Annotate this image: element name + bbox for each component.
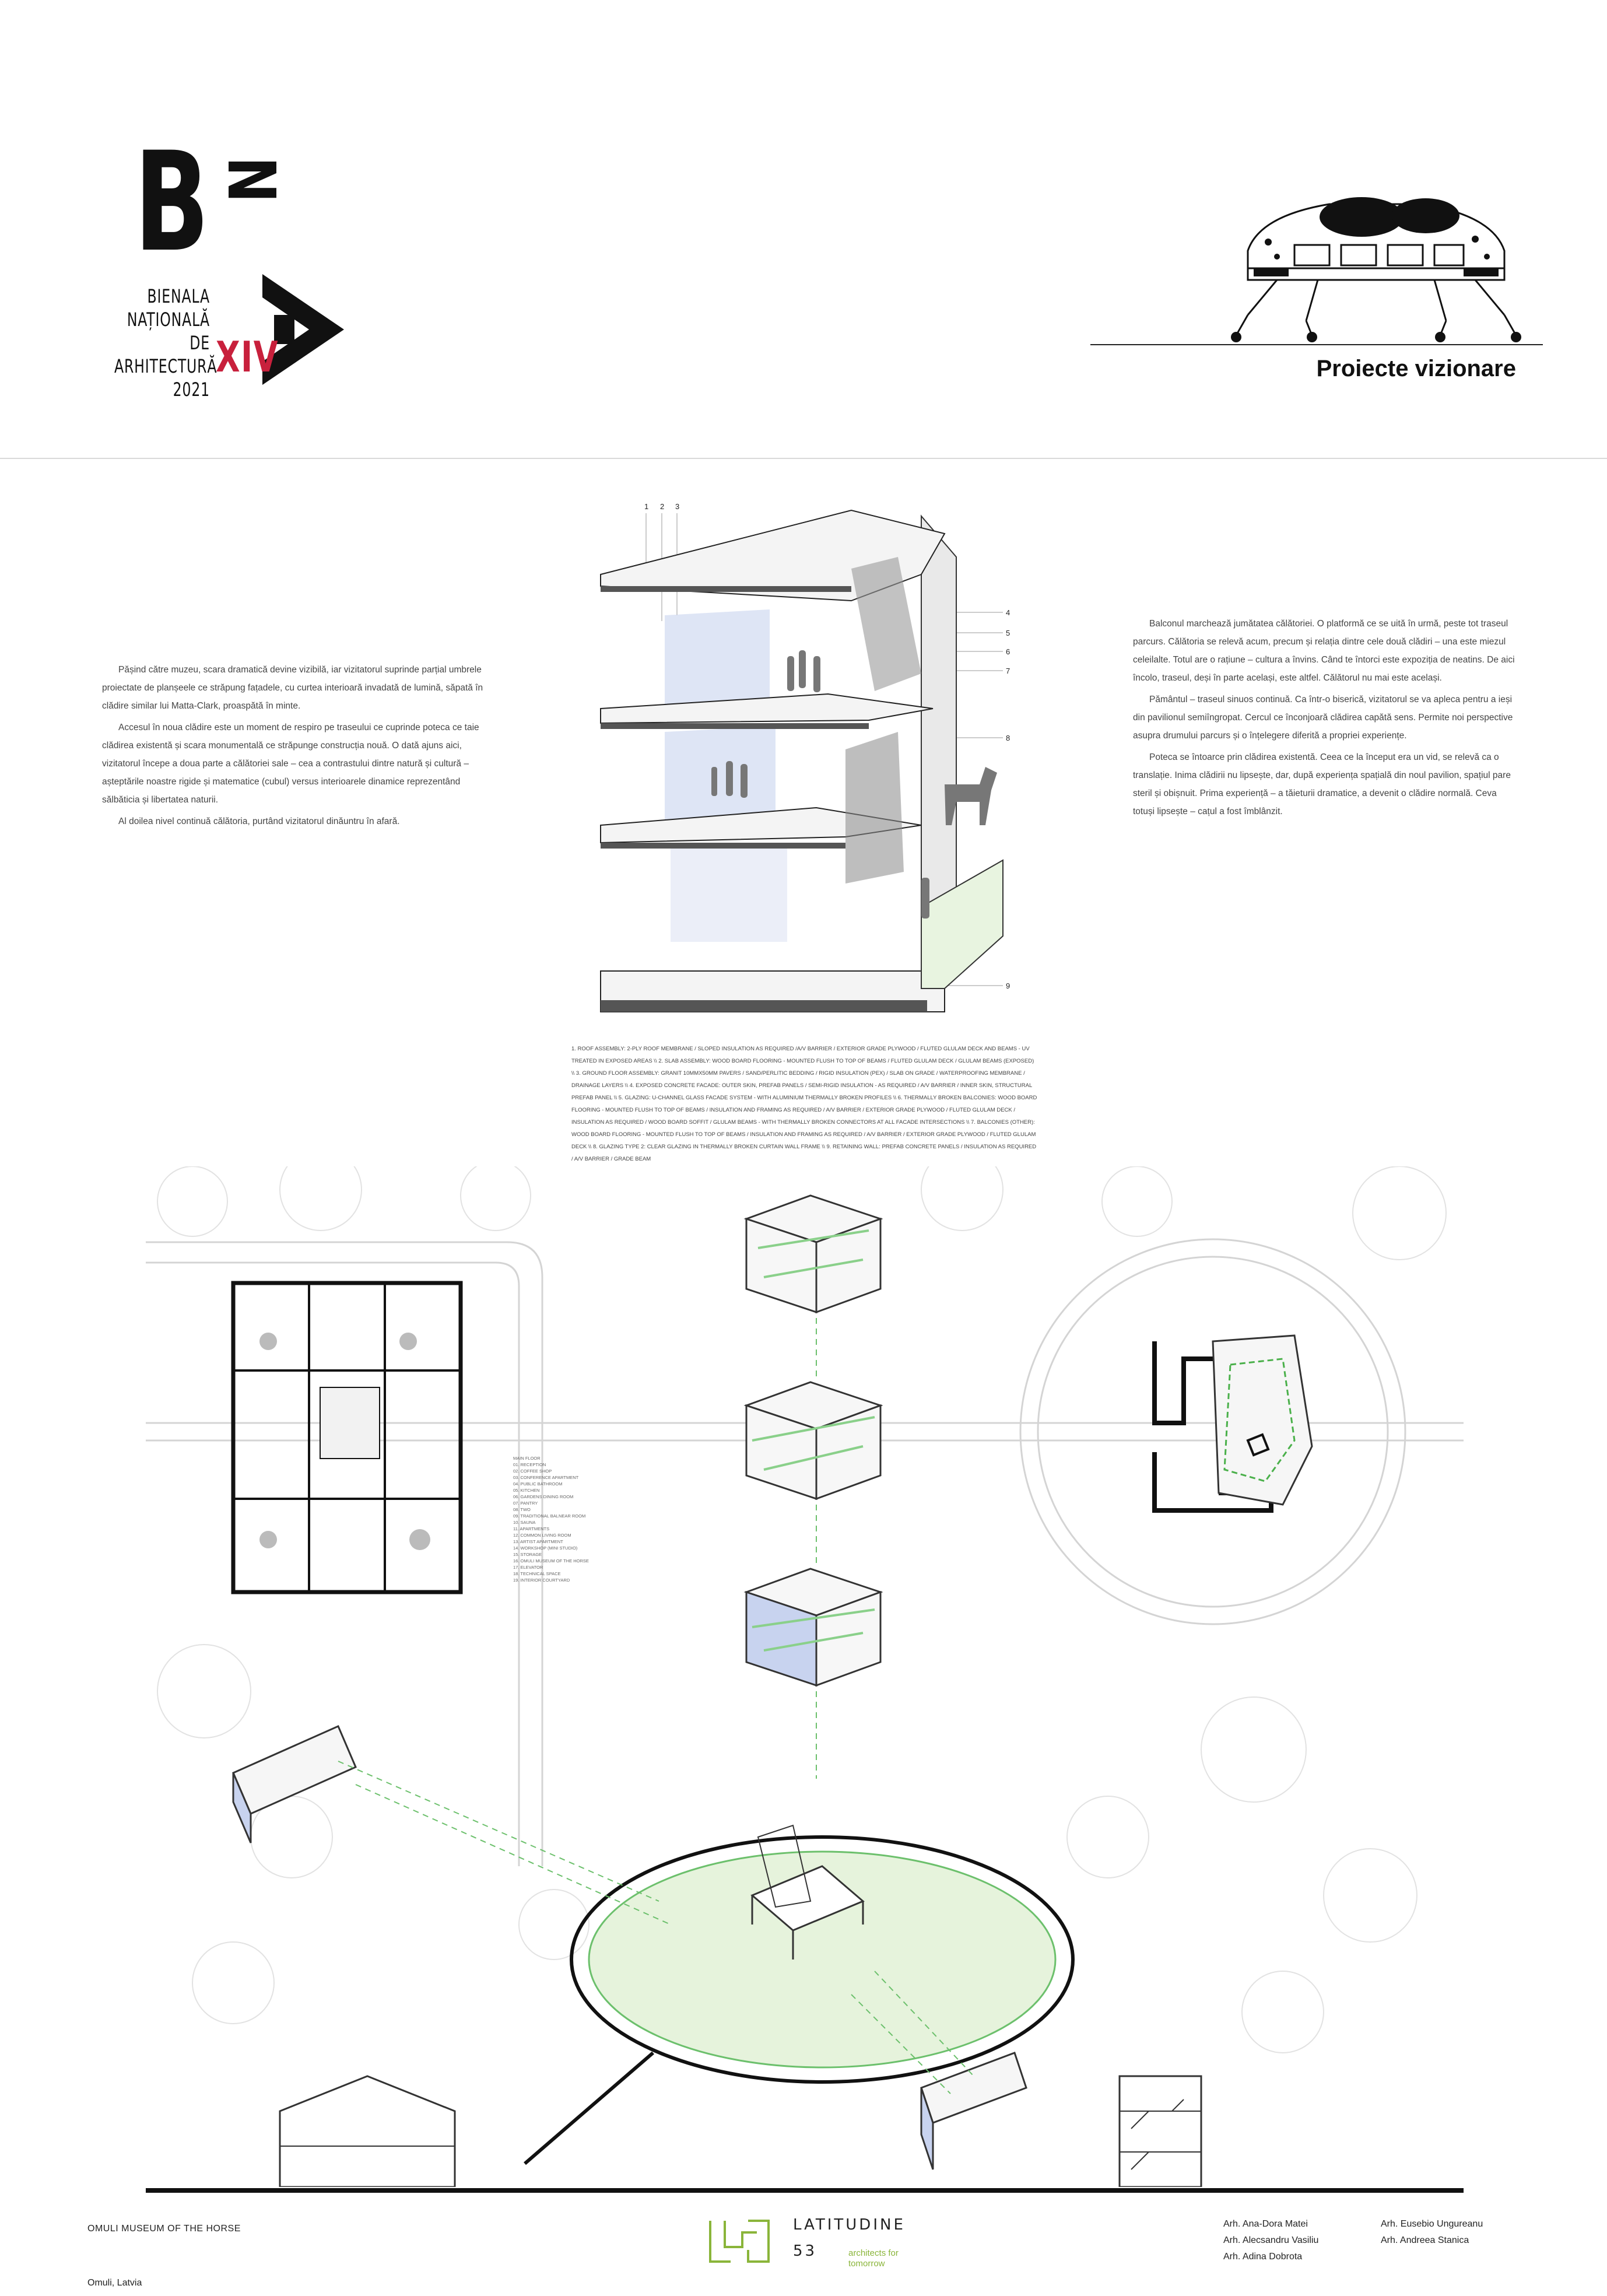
legend-item: 16. OMULI MUSEUM OF THE HORSE — [513, 1558, 589, 1564]
logo-text — [114, 285, 217, 401]
brand-name: LATITUDINE — [793, 2216, 906, 2234]
section-mark: 1 — [644, 502, 649, 511]
construction-legend: 1. ROOF ASSEMBLY: 2-PLY ROOF MEMBRANE / SLOPED INSULATION AS REQUIRED /A/V BARRIER / EXTERIOR GRADE PLYWOOD / FLUTED GLULAM DECK AND BEAMS - UV TREATED IN EXPOSED AREAS \\ 2. SLAB ASSEMBLY: WOOD BOARD FLOORING - MOUNTED FLUSH TO TOP OF BEAMS / FLUTED GLULAM DECK / GLULAM BEAMS (EXPOSED) \\ 3. GROUND FLOOR ASSEMBLY: GRANIT 10MMX50MM PAVERS / SAND/PERLITIC BEDDING / RIGID INSULATION (PEX) / SLAB ON GRADE / WATERPROOFING MEMBRANE / DRAINAGE LAYERS \\ 4. EXPOSED CONCRETE FACADE: OUTER SKIN, PREFAB PANELS / SEMI-RIGID INSULATION - AS REQUIRED / A/V BARRIER / INNER SKIN, STRUCTURAL PREFAB PANEL \\ 5. GLAZING: U-CHANNEL GLASS FACADE SYSTEM - WITH ALUMINIUM THERMALLY BROKEN PROFILES \\ 6. THERMALLY BROKEN BALCONIES: WOOD BOARD FLOORING - MOUNTED FLUSH TO TOP OF BEAMS / INSULATION AND FRAMING AS REQUIRED / A/V BARRIER / EXTERIOR GRADE PLYWOOD / FLUTED GLULAM DECK / INSULATION AS REQUIRED / WOOD BOARD SOFFIT / GLULAM BEAMS - WITH THERMALLY BROKEN CONNECTORS AT ALL FACADE INTERSECTIONS \\ 7. BALCONIES (OTHER): WOOD BOARD FLOORING - MOUNTED FLUSH TO TOP OF BEAMS / INSULATION AND FRAMING AS REQUIRED / A/V BARRIER / EXTERIOR GRADE PLYWOOD / FLUTED GLULAM DECK \\ 8. GLAZING TYPE 2: CLEAR GLAZING IN THERMALLY BROKEN CURTAIN WALL FRAME \\ 9. RETAINING WALL: PREFAB CONCRETE PANELS / INSULATION AS REQUIRED / A/V BARRIER / GRADE BEAM — [571, 1046, 1037, 1162]
legend-item: 18. TECHNICAL SPACE — [513, 1571, 561, 1576]
project-name: OMULI MUSEUM OF THE HORSE — [87, 2224, 241, 2234]
legend-item: 11. APARTMENTS — [513, 1526, 550, 1531]
section-title: Proiecte vizionare — [1316, 356, 1516, 381]
logo-line: 2021 — [173, 378, 210, 401]
section-mark: 4 — [1006, 608, 1010, 617]
legend-item: 03. CONFERENCE APARTMENT — [513, 1475, 579, 1480]
author-name: Arh. Eusebio Ungureanu — [1381, 2219, 1483, 2229]
section-mark: 7 — [1006, 667, 1010, 675]
section-mark: 5 — [1006, 629, 1010, 637]
floor-plan-legend — [513, 1455, 630, 1583]
section-mark: 2 — [660, 502, 665, 511]
legend-item: 19. INTERIOR COURTYARD — [513, 1578, 570, 1583]
logo-line: DE — [190, 332, 210, 354]
header-rule — [1090, 344, 1543, 345]
author-name: Arh. Ana-Dora Matei — [1223, 2219, 1308, 2229]
legend-item: 07. PANTRY — [513, 1501, 538, 1506]
paragraph: Pășind către muzeu, scara dramatică devine vizibilă, iar vizitatorul suprinde parțial umbrele proiectate de planșeele ce străpung fațadele, cu curtea interioară invadată de lumină, săpată în clădire similar lui Matta-Clark, proaspătă în minte. — [102, 665, 483, 711]
author-name: Arh. Andreea Stanica — [1381, 2235, 1469, 2245]
legend-title: MAIN FLOOR — [513, 1456, 541, 1461]
section-mark: 9 — [1006, 982, 1010, 990]
logo-letter-b: B — [134, 123, 208, 282]
legend-item: 10. SAUNA — [513, 1520, 536, 1525]
right-description — [1133, 615, 1518, 824]
paragraph: Al doilea nivel continuă călătoria, purtând vizitatorul dinăuntru în afară. — [118, 816, 400, 826]
left-description — [102, 661, 487, 834]
author-name: Arh. Alecsandru Vasiliu — [1223, 2235, 1319, 2245]
paragraph: Poteca se întoarce prin clădirea existentă. Ceea ce la început era un vid, se relevă ca o translație. Inima clădirii nu lipsește, dar, după experiența spațială din noul pavilion, spațiul pare steril și obișnuit. Prima experiență – a tăieturii dramatice, a devenit o clădire normală. Ceva totuși lipsește – cațul a fost îmblânzit. — [1133, 752, 1511, 816]
latitudine-logo-icon — [707, 2215, 771, 2267]
page-divider — [0, 458, 1607, 459]
authors-column — [1223, 2216, 1318, 2265]
legend-item: 14. WORKSHOP (MINI STUDIO) — [513, 1545, 578, 1551]
legend-item: 01. RECEPTION — [513, 1462, 546, 1467]
legend-item: 05. KITCHEN — [513, 1488, 540, 1493]
ground-line — [146, 2188, 1464, 2193]
logo-line: NAȚIONALĂ — [127, 309, 210, 331]
authors-column — [1381, 2216, 1483, 2249]
legend-item: 15. STORAGE — [513, 1552, 542, 1557]
author-name: Arh. Adina Dobrota — [1223, 2252, 1303, 2262]
project-location: Omuli, Latvia — [87, 2278, 142, 2288]
legend-item: 13. ARTIST APARTMENT — [513, 1539, 563, 1544]
paragraph: Pământul – traseul sinuos continuă. Ca într-o biserică, vizitatorul se va apleca pentru a ieși din pavilionul semiîngropat. Cercul ce înconjoară clădirea capătă sens. Permite noi perspective asupra drumului parcurs și o înțelegere diferită a propriei experiențe. — [1133, 695, 1513, 741]
legend-item: 09. TRADITIONAL BALNEAR ROOM — [513, 1513, 586, 1519]
legend-item: 17. ELEVATOR — [513, 1565, 543, 1570]
logo-letter-n: N — [216, 156, 292, 203]
logo-line: ARHITECTURĂ — [114, 355, 217, 377]
bna-logo — [87, 123, 356, 408]
paragraph: Balconul marchează jumătatea călătoriei. O platformă ce se uită în urmă, peste tot traseul parcurs. Călătoria se relevă acum, precum și relația dintre cele două clădiri – una este miezul celeilalte. Totul are o rațiune – cultura a învins. Când te întorci este expoziția de neatins. De aici încolo, traseul, deși în parte același, este altfel. Călătorul nu mai este același. — [1133, 619, 1515, 683]
robot-illustration — [1213, 181, 1539, 350]
legend-item: 02. COFFEE SHOP — [513, 1468, 552, 1474]
legend-item: 06. GARDENS DINING ROOM — [513, 1494, 574, 1499]
section-mark: 6 — [1006, 647, 1010, 656]
brand-tagline: architects for tomorrow — [848, 2248, 899, 2269]
axonometric-section-drawing — [595, 499, 1038, 1035]
site-plan-axonometric — [146, 1166, 1464, 2187]
legend-item: 04. PUBLIC BATHROOM — [513, 1481, 563, 1487]
edition-number: XIV — [216, 332, 279, 381]
legend-item: 12. COMMON LIVING ROOM — [513, 1533, 571, 1538]
brand-number: 53 — [793, 2242, 817, 2260]
legend-item: 08. TWO — [513, 1507, 531, 1512]
logo-line: BIENALA — [147, 285, 210, 307]
section-mark: 3 — [675, 502, 680, 511]
section-mark: 8 — [1006, 734, 1010, 742]
paragraph: Accesul în noua clădire este un moment de respiro pe traseului ce cuprinde poteca ce taie clădirea existentă și scara monumentală ce străpunge construcția nouă. O dată ajuns aici, vizitatorul începe a doua parte a călătoriei sale – cea a contrastului dintre natură și cultură – așteptările noastre rigide și matematice (cubul) versus interioarele dinamice reprezentând sălbăticia și libertatea naturii. — [102, 723, 479, 805]
